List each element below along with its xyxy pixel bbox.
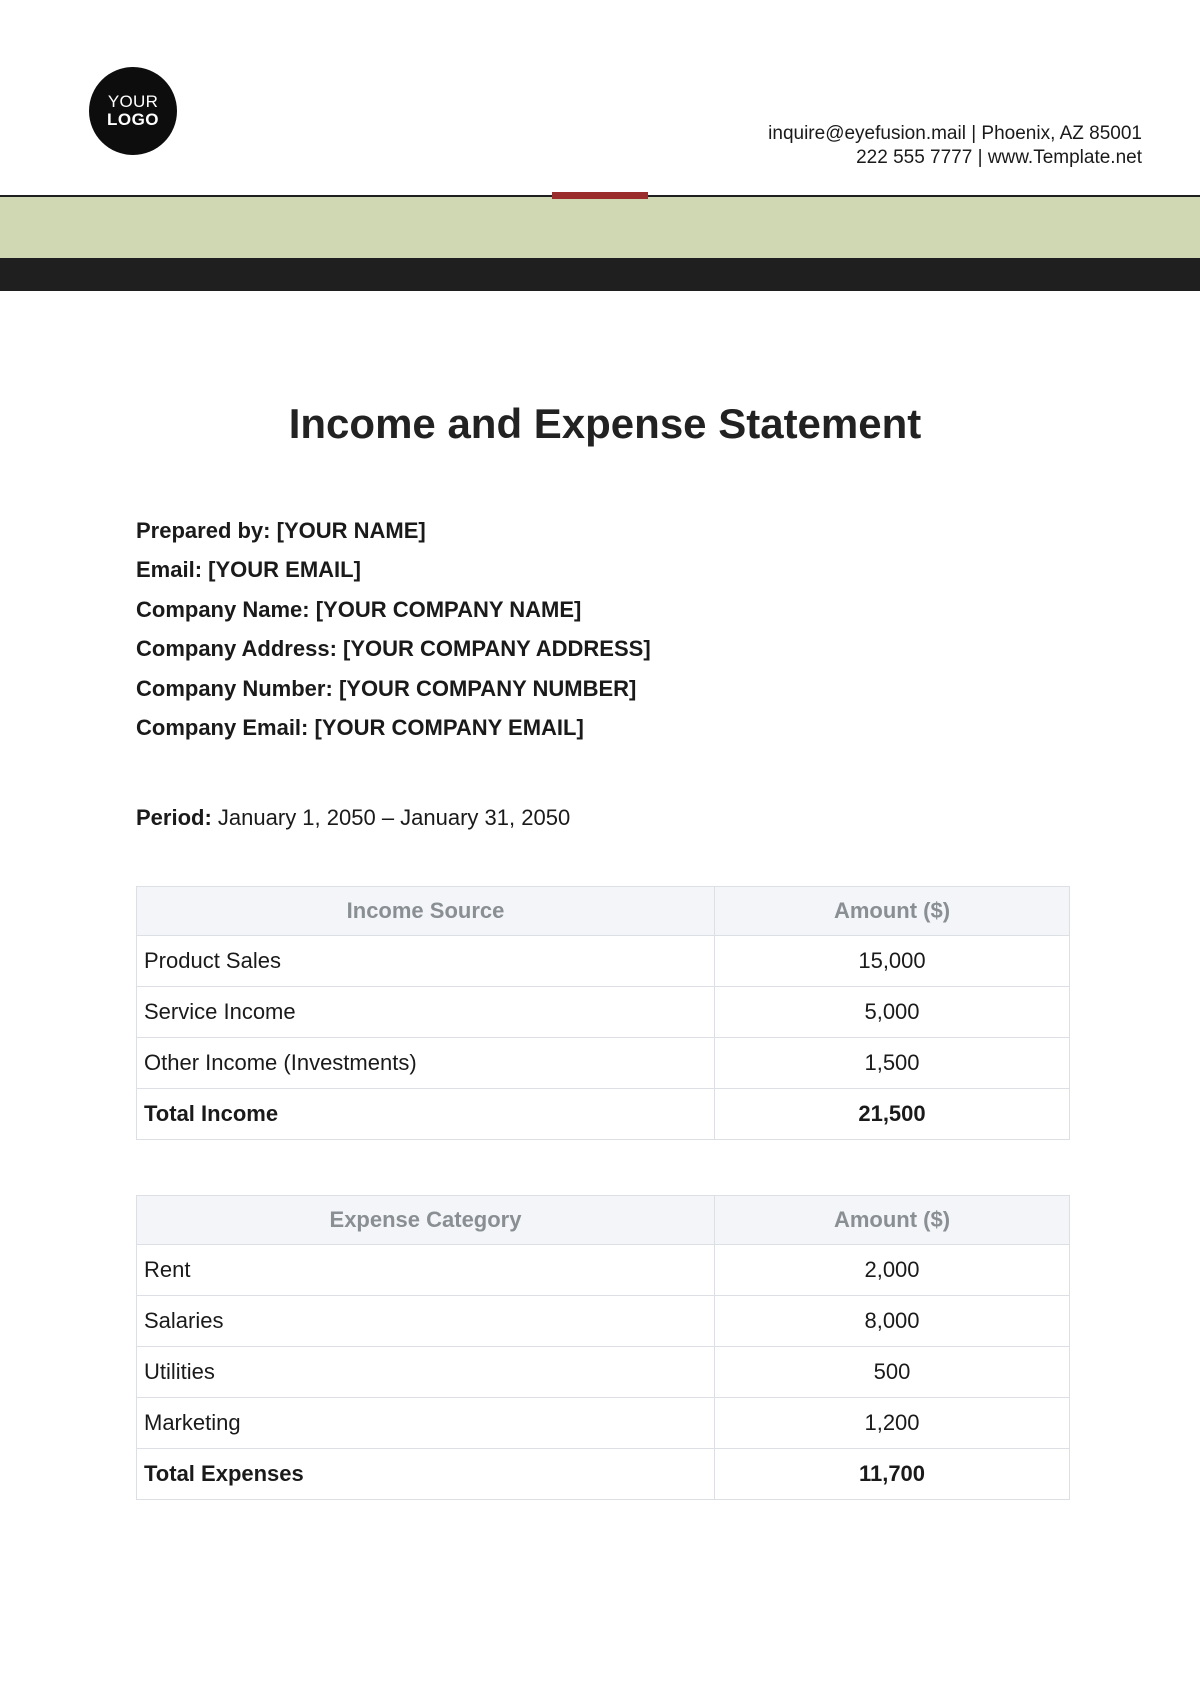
contact-info	[768, 122, 1142, 170]
table-row	[137, 1347, 1070, 1398]
info-key: Company Address	[136, 636, 330, 662]
table-header-row	[137, 887, 1070, 936]
table-row	[137, 987, 1070, 1038]
contact-line-2: 222 555 7777 | www.Template.net	[856, 147, 1142, 168]
info-row-prepared-by: Prepared by: [YOUR NAME]	[136, 518, 426, 543]
info-key: Company Name	[136, 596, 303, 622]
logo-line-2: LOGO	[106, 110, 160, 129]
info-key: Company Number	[136, 675, 326, 701]
expense-category-cell: Salaries	[137, 1296, 715, 1347]
table-row	[137, 1038, 1070, 1089]
expense-category-cell: Marketing	[137, 1398, 715, 1449]
table-header-row	[137, 1196, 1070, 1245]
preparer-info	[136, 518, 651, 754]
column-header-expense-category: Expense Category	[137, 1196, 715, 1245]
info-row-email: Email: [YOUR EMAIL]	[136, 557, 361, 583]
amount-cell: 1,200	[715, 1398, 1070, 1449]
table-row	[137, 1296, 1070, 1347]
amount-cell: 500	[715, 1347, 1070, 1398]
amount-cell: 2,000	[715, 1245, 1070, 1296]
income-table	[136, 886, 1070, 1140]
amount-cell: 5,000	[715, 987, 1070, 1038]
header-dark-band	[0, 258, 1200, 291]
header-red-accent	[552, 192, 648, 199]
column-header-amount: Amount ($)	[715, 1196, 1070, 1245]
amount-cell: 1,500	[715, 1038, 1070, 1089]
table-row	[137, 1245, 1070, 1296]
info-key: Prepared by	[136, 518, 264, 543]
income-source-cell: Product Sales	[137, 936, 715, 987]
income-source-cell: Other Income (Investments)	[137, 1038, 715, 1089]
info-value: [YOUR COMPANY NUMBER]	[338, 675, 637, 701]
info-key: Company Email	[136, 714, 302, 740]
info-value: [YOUR EMAIL]	[208, 557, 361, 583]
total-row	[137, 1089, 1070, 1140]
expense-category-cell: Utilities	[137, 1347, 715, 1398]
info-key: Email	[136, 557, 195, 583]
header-green-band	[0, 197, 1200, 258]
amount-cell: 15,000	[715, 936, 1070, 987]
total-amount-cell: 11,700	[715, 1449, 1070, 1500]
total-row	[137, 1449, 1070, 1500]
info-value: [YOUR COMPANY NAME]	[315, 596, 582, 622]
info-value: [YOUR COMPANY EMAIL]	[314, 714, 584, 740]
logo-line-1: YOUR	[107, 92, 159, 111]
period-value: January 1, 2050 – January 31, 2050	[217, 805, 571, 830]
total-label-cell: Total Income	[137, 1089, 715, 1140]
expense-category-cell: Rent	[137, 1245, 715, 1296]
column-header-amount: Amount ($)	[715, 887, 1070, 936]
total-label-cell: Total Expenses	[137, 1449, 715, 1500]
contact-line-1: inquire@eyefusion.mail | Phoenix, AZ 85001	[768, 123, 1142, 144]
expense-table	[136, 1195, 1070, 1500]
income-source-cell: Service Income	[137, 987, 715, 1038]
page-title: Income and Expense Statement	[288, 400, 922, 447]
total-amount-cell: 21,500	[715, 1089, 1070, 1140]
info-row-company-address: Company Address: [YOUR COMPANY ADDRESS]	[136, 636, 651, 662]
table-row	[137, 1398, 1070, 1449]
info-row-company-name: Company Name: [YOUR COMPANY NAME]	[136, 596, 582, 622]
info-value: [YOUR COMPANY ADDRESS]	[343, 636, 651, 662]
period-key: Period	[136, 805, 205, 830]
table-row	[137, 936, 1070, 987]
info-value: [YOUR NAME]	[276, 518, 426, 543]
column-header-income-source: Income Source	[137, 887, 715, 936]
company-logo	[89, 67, 177, 155]
info-row-company-email: Company Email: [YOUR COMPANY EMAIL]	[136, 714, 584, 740]
info-row-company-number: Company Number: [YOUR COMPANY NUMBER]	[136, 675, 637, 701]
statement-period: Period: January 1, 2050 – January 31, 2050	[136, 805, 571, 830]
amount-cell: 8,000	[715, 1296, 1070, 1347]
